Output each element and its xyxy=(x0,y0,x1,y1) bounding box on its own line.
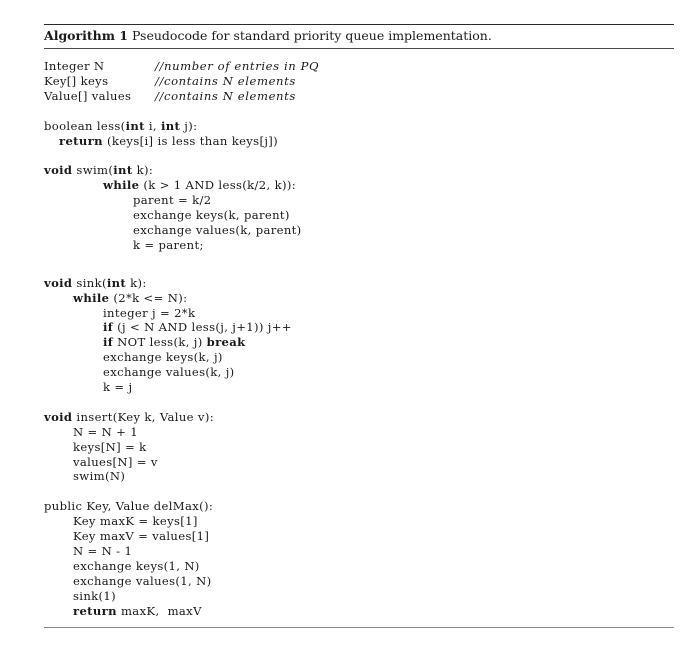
swim-body-line: k = parent; xyxy=(133,237,204,252)
keyword: while xyxy=(103,178,140,193)
spacer xyxy=(44,484,674,499)
code-text: maxK, maxV xyxy=(116,603,202,618)
swim-body-line: exchange values(k, parent) xyxy=(133,223,302,238)
code-text: i, xyxy=(144,118,161,133)
sink-init: integer j = 2*k xyxy=(103,305,196,320)
keyword: if xyxy=(103,320,114,335)
code-text: sink( xyxy=(72,275,107,290)
delmax-body-line: Key maxV = values[1] xyxy=(73,529,210,544)
keyword: int xyxy=(125,118,145,133)
caption-text: Pseudocode for standard priority queue implementation. xyxy=(131,28,492,43)
code-text: (k > 1 AND less(k/2, k)): xyxy=(139,178,296,193)
pseudocode-listing xyxy=(44,49,674,619)
sink-while xyxy=(44,291,674,306)
decl-code: Integer N xyxy=(44,59,105,73)
swim-body-line: parent = k/2 xyxy=(133,193,212,208)
insert-body-line: swim(N) xyxy=(73,469,126,484)
code-text: (j < N AND less(j, j+1)) j++ xyxy=(113,320,292,335)
bottom-rule xyxy=(44,627,674,628)
sink-body-line: exchange keys(k, j) xyxy=(103,350,223,365)
decl-line-keys xyxy=(44,74,674,89)
decl-code: Key[] keys xyxy=(44,73,109,88)
delmax-body-line: N = N - 1 xyxy=(73,544,133,559)
code-text: (2*k <= N): xyxy=(109,290,188,305)
decl-line-values xyxy=(44,89,674,104)
keyword: return xyxy=(73,603,117,618)
delmax-body-line: sink(1) xyxy=(73,588,117,603)
spacer xyxy=(44,104,674,119)
swim-body-line: exchange keys(k, parent) xyxy=(133,208,290,223)
insert-body-line: keys[N] = k xyxy=(73,439,147,454)
caption-label: Algorithm 1 xyxy=(44,28,128,43)
swim-signature xyxy=(44,163,674,178)
insert-body-line: values[N] = v xyxy=(73,454,158,469)
code-text: NOT less(k, j) xyxy=(113,335,207,350)
delmax-body-line: Key maxK = keys[1] xyxy=(73,514,198,529)
sink-if-child xyxy=(44,320,674,335)
algorithm-block xyxy=(44,24,674,628)
sink-body-line: exchange values(k, j) xyxy=(103,365,235,380)
spacer xyxy=(44,253,674,268)
delmax-body-line: exchange values(1, N) xyxy=(73,573,212,588)
keyword: int xyxy=(113,163,133,178)
sink-if-break xyxy=(44,335,674,350)
decl-comment: //number of entries in PQ xyxy=(155,59,320,73)
code-text: insert(Key k, Value v): xyxy=(72,409,214,424)
decl-comment: //contains N elements xyxy=(155,88,296,103)
swim-while xyxy=(44,178,674,193)
less-return xyxy=(44,134,674,149)
insert-body-line: N = N + 1 xyxy=(73,424,138,439)
spacer xyxy=(44,395,674,410)
delmax-return xyxy=(44,604,674,619)
delmax-signature: public Key, Value delMax(): xyxy=(44,499,214,514)
code-text: k): xyxy=(132,163,154,178)
decl-comment: //contains N elements xyxy=(155,73,296,88)
decl-line-n xyxy=(44,59,674,74)
keyword: return xyxy=(59,133,103,148)
code-text: boolean less( xyxy=(44,118,126,133)
keyword: while xyxy=(73,290,110,305)
keyword: void xyxy=(44,275,73,290)
code-text: k): xyxy=(126,275,147,290)
keyword: int xyxy=(160,118,181,133)
less-signature xyxy=(44,119,674,134)
keyword: break xyxy=(206,335,246,350)
keyword: if xyxy=(103,335,114,350)
algorithm-caption xyxy=(44,25,674,44)
sink-body-line: k = j xyxy=(103,380,133,395)
decl-code: Value[] values xyxy=(44,88,132,103)
code-text: j): xyxy=(180,118,198,133)
spacer xyxy=(44,148,674,163)
keyword: void xyxy=(44,163,73,178)
spacer xyxy=(44,268,674,276)
sink-signature xyxy=(44,276,674,291)
code-text: swim( xyxy=(72,163,114,178)
keyword: void xyxy=(44,409,73,424)
insert-signature xyxy=(44,410,674,425)
code-text: (keys[i] is less than keys[j]) xyxy=(102,133,279,148)
delmax-body-line: exchange keys(1, N) xyxy=(73,558,200,573)
keyword: int xyxy=(106,275,127,290)
